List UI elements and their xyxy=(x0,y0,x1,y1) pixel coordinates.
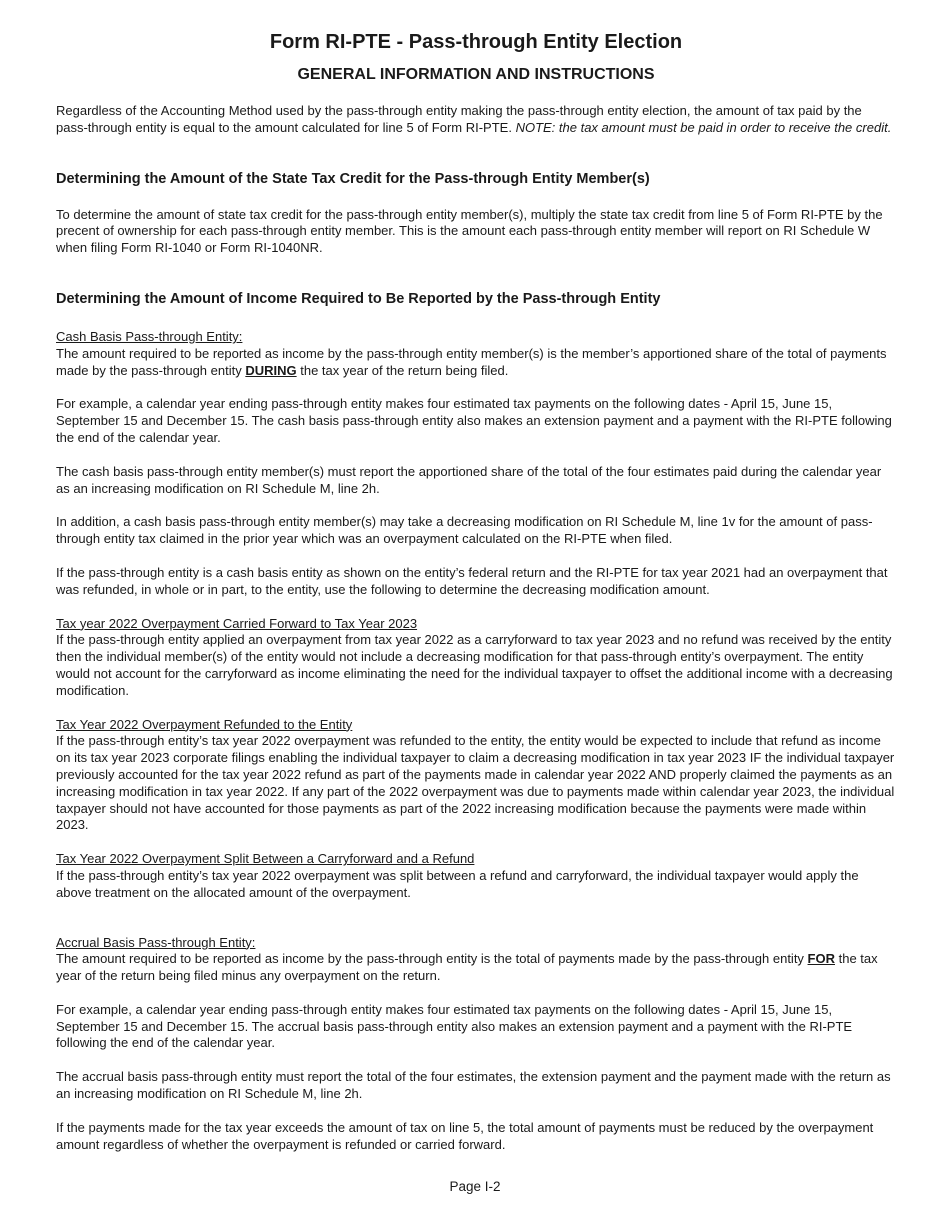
intro-text: Regardless of the Accounting Method used by the pass-through entity making the pass-through entity election, the amount of tax paid by the pass-through entity is equal to the amount calculated for line 5 of Form RI-PTE. xyxy=(56,103,862,135)
cash-basis-paragraph-5: If the pass-through entity is a cash basis entity as shown on the entity’s federal return and the RI-PTE for tax year 2021 had an overpayment that was refunded, in whole or in part, to the entity, use the following to determine the decreasing modification amount. xyxy=(56,564,888,597)
split-subheading: Tax Year 2022 Overpayment Split Between a Carryforward and a Refund xyxy=(56,851,475,867)
accrual-basis-paragraph-3: The accrual basis pass-through entity must report the total of the four estimates, the extension payment and the payment made with the return as an increasing modification on RI Schedule M, line 2h. xyxy=(56,1069,891,1102)
split-text: If the pass-through entity’s tax year 2022 overpayment was split between a refund and carryforward, the individual taxpayer would apply the above treatment on the allocated amount of the overpayment. xyxy=(56,867,859,900)
accrual-p1-after: the tax year of the return being filed minus any overpayment on the return. xyxy=(56,951,878,984)
page-subtitle: GENERAL INFORMATION AND INSTRUCTIONS xyxy=(297,66,655,83)
income-section-heading: Determining the Amount of Income Required to Be Reported by the Pass-through Entity xyxy=(56,290,661,307)
cash-basis-paragraph-4: In addition, a cash basis pass-through entity member(s) may take a decreasing modification on RI Schedule M, line 1v for the amount of pass-through entity tax claimed in the prior year which was an overpayment calculated on the RI-PTE when filed. xyxy=(56,514,873,547)
accrual-basis-paragraph-4: If the payments made for the tax year exceeds the amount of tax on line 5, the total amount of payments must be reduced by the overpayment amount regardless of whether the overpayment is refunded or carried forward. xyxy=(56,1119,874,1152)
accrual-basis-paragraph-1 xyxy=(56,951,896,985)
accrual-p1-emphasis: FOR xyxy=(807,951,835,967)
accrual-basis-subheading: Accrual Basis Pass-through Entity: xyxy=(56,934,256,950)
cash-p1-emphasis: DURING xyxy=(245,362,297,378)
credit-section-text: To determine the amount of state tax credit for the pass-through entity member(s), multiply the state tax credit from line 5 of Form RI-PTE by the precent of ownership for each pass-through entity member. This is the amount each pass-through entity member will report on RI Schedule W when filing Form RI-1040 or Form RI-1040NR. xyxy=(56,206,883,256)
cash-p1-after: the tax year of the return being filed. xyxy=(296,362,509,378)
accrual-p1-before: The amount required to be reported as income by the pass-through entity is the total of payments made by the pass-through entity xyxy=(56,951,808,967)
instructions-page xyxy=(56,28,896,1153)
credit-section-heading: Determining the Amount of the State Tax Credit for the Pass-through Entity Member(s) xyxy=(56,170,650,187)
refunded-subheading: Tax Year 2022 Overpayment Refunded to the Entity xyxy=(56,716,353,732)
cash-basis-paragraph-2: For example, a calendar year ending pass-through entity makes four estimated tax payments on the following dates - April 15, June 15, September 15 and December 15. The cash basis pass-through entity also makes an extension payment and a payment with the RI-PTE following the end of the calendar year. xyxy=(56,396,892,445)
cash-basis-subheading: Cash Basis Pass-through Entity: xyxy=(56,328,243,344)
cash-basis-paragraph-1 xyxy=(56,346,896,380)
page-number: Page I-2 xyxy=(449,1179,501,1194)
intro-paragraph xyxy=(56,103,896,137)
carryforward-subheading: Tax year 2022 Overpayment Carried Forward to Tax Year 2023 xyxy=(56,615,418,631)
refunded-text: If the pass-through entity’s tax year 2022 overpayment was refunded to the entity, the entity would be expected to include that refund as income on its tax year 2023 corporate filings enabling the individual taxpayer to claim a decreasing modification in tax year 2023 IF the individual taxpayer previously accounted for the tax year 2022 refund as part of the payments made in calendar year 2022 AND properly claimed the payments as an increasing modification in tax year 2022. If any part of the 2022 overpayment was due to payments made within calendar year 2023, the individual taxpayer should not have accounted for those payments as part of the 2022 increasing modification because the payments were made within 2023. xyxy=(56,733,895,833)
accrual-basis-paragraph-2: For example, a calendar year ending pass-through entity makes four estimated tax payments on the following dates - April 15, June 15, September 15 and December 15. The accrual basis pass-through entity also makes an extension payment and a payment with the RI-PTE following the end of the calendar year. xyxy=(56,1001,853,1051)
page-title: Form RI-PTE - Pass-through Entity Election xyxy=(269,31,683,53)
intro-note: NOTE: the tax amount must be paid in order to receive the credit. xyxy=(515,119,892,135)
cash-p1-before: The amount required to be reported as income by the pass-through entity member(s) is the member’s apportioned share of the total of payments made by the pass-through entity xyxy=(56,345,887,378)
cash-basis-paragraph-3: The cash basis pass-through entity member(s) must report the apportioned share of the total of the four estimates paid during the calendar year as an increasing modification on RI Schedule M, line 2h. xyxy=(56,463,882,496)
carryforward-text: If the pass-through entity applied an overpayment from tax year 2022 as a carryforward to tax year 2023 and no refund was received by the entity then the individual member(s) of the entity would not include a decreasing modification for that pass-through entity’s overpayment. The entity would not account for the carryforward as income eliminating the need for the individual taxpayer to offset the additional income with a decreasing modification. xyxy=(56,632,893,698)
